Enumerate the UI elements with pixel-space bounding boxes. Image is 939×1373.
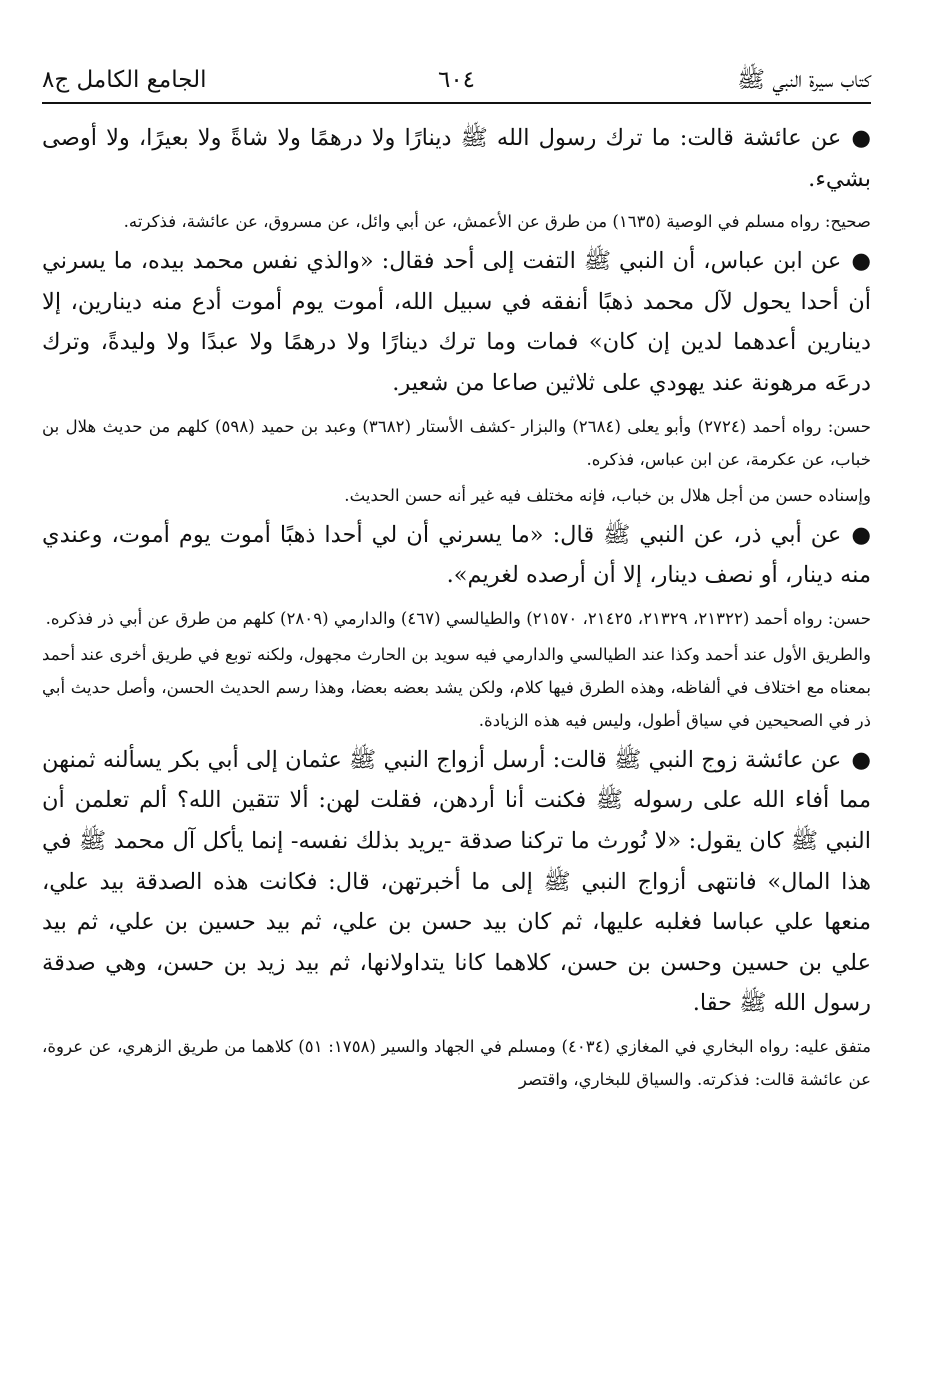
commentary-note: وإسناده حسن من أجل هلال بن خباب، فإنه مختلف فيه غير أنه حسن الحديث. — [344, 485, 871, 505]
grading-note: صحيح: رواه مسلم في الوصية (١٦٣٥) من طرق عن الأعمش، عن أبي وائل، عن مسروق، عن عائشة، فذكرته. — [123, 212, 871, 232]
running-header — [42, 62, 871, 104]
hadith-text: عن عائشة قالت: ما ترك رسول الله ﷺ دينارًا ولا درهمًا ولا شاةً ولا بعيرًا، ولا أوصى بشيء. — [42, 125, 871, 192]
hadith-text: عن ابن عباس، أن النبي ﷺ التفت إلى أحد فقال: «والذي نفس محمد بيده، ما يسرني أن أحدا يحول لآل محمد ذهبًا أنفقه في سبيل الله، أموت يوم أموت أدع منه دينارين، إلا دينارين أعدهما لدين إن كان» فمات وما ترك دينارًا ولا درهمًا ولا عبدًا ولا وليدةً، وترك درعَه مرهونة عند يهودي على ثلاثين صاعا من شعير. — [42, 248, 871, 396]
volume-title: الجامع الكامل ج٨ — [42, 67, 207, 93]
grading-note: حسن: رواه أحمد (٢١٣٢٢، ٢١٣٢٩، ٢١٤٢٥، ٢١٥٧٠) والطيالسي (٤٦٧) والدارمي (٢٨٠٩) كلهم من طرق عن أبي ذر فذكره. — [45, 608, 871, 628]
hadith-paragraph — [42, 241, 871, 403]
page-body — [42, 118, 871, 1099]
hadith-text: عن عائشة زوج النبي ﷺ قالت: أرسل أزواج النبي ﷺ عثمان إلى أبي بكر يسألنه ثمنهن مما أفاء الله على رسوله ﷺ فكنت أنا أردهن، فقلت لهن: ألا تتقين الله؟ ألم تعلمن أن النبي ﷺ كان يقول: «لا نُورث ما تركنا صدقة -يريد بذلك نفسه- إنما يأكل آل محمد ﷺ في هذا المال» فانتهى أزواج النبي ﷺ إلى ما أخبرتهن، قال: فكانت هذه الصدقة بيد علي، منعها علي عباسا فغلبه عليها، ثم كان بيد حسن بن علي، ثم بيد حسين بن علي، ثم بيد علي بن حسين وحسن بن حسن، كلاهما كانا يتداولانها، ثم بيد زيد بن حسن، وهي صدقة رسول الله ﷺ حقا. — [42, 746, 871, 1017]
hadith-text: عن أبي ذر، عن النبي ﷺ قال: «ما يسرني أن لي أحدا ذهبًا أموت يوم أموت، وعندي منه دينار، أو نصف دينار، إلا أن أرصده لغريم». — [42, 521, 871, 589]
hadith-paragraph — [42, 740, 871, 1024]
book-title: كتاب سيرة النبي ﷺ — [737, 67, 871, 93]
grading-note: متفق عليه: رواه البخاري في المغازي (٤٠٣٤) ومسلم في الجهاد والسير (١٧٥٨: ٥١) كلاهما من طريق الزهري، عن عروة، عن عائشة قالت: فذكرته. والسياق للبخاري، واقتصر — [42, 1036, 872, 1089]
bullet-icon: ● — [851, 248, 871, 275]
hadith-paragraph — [42, 515, 871, 596]
hadith-paragraph — [42, 118, 871, 199]
page-number: ٦٠٤ — [437, 67, 476, 93]
bullet-icon: ● — [851, 746, 871, 773]
bullet-icon: ● — [851, 125, 871, 151]
commentary-note: والطريق الأول عند أحمد وكذا عند الطيالسي والدارمي فيه سويد بن الحارث مجهول، ولكنه توبع في طريق أخرى عند أحمد بمعناه مع اختلاف في ألفاظه، وهذه الطرق فيها كلام، ولكن يشد بعضه بعضا، وهذا رسم الحديث الحسن، وأصل حديث أبي ذر في الصحيحين في سياق أطول، وليس فيه هذه الزيادة. — [42, 644, 871, 730]
bullet-icon: ● — [851, 521, 871, 548]
grading-note: حسن: رواه أحمد (٢٧٢٤) وأبو يعلى (٢٦٨٤) والبزار -كشف الأستار (٣٦٨٢) وعبد بن حميد (٥٩٨) كلهم من حديث هلال بن خباب، عن عكرمة، عن ابن عباس، فذكره. — [42, 416, 871, 469]
